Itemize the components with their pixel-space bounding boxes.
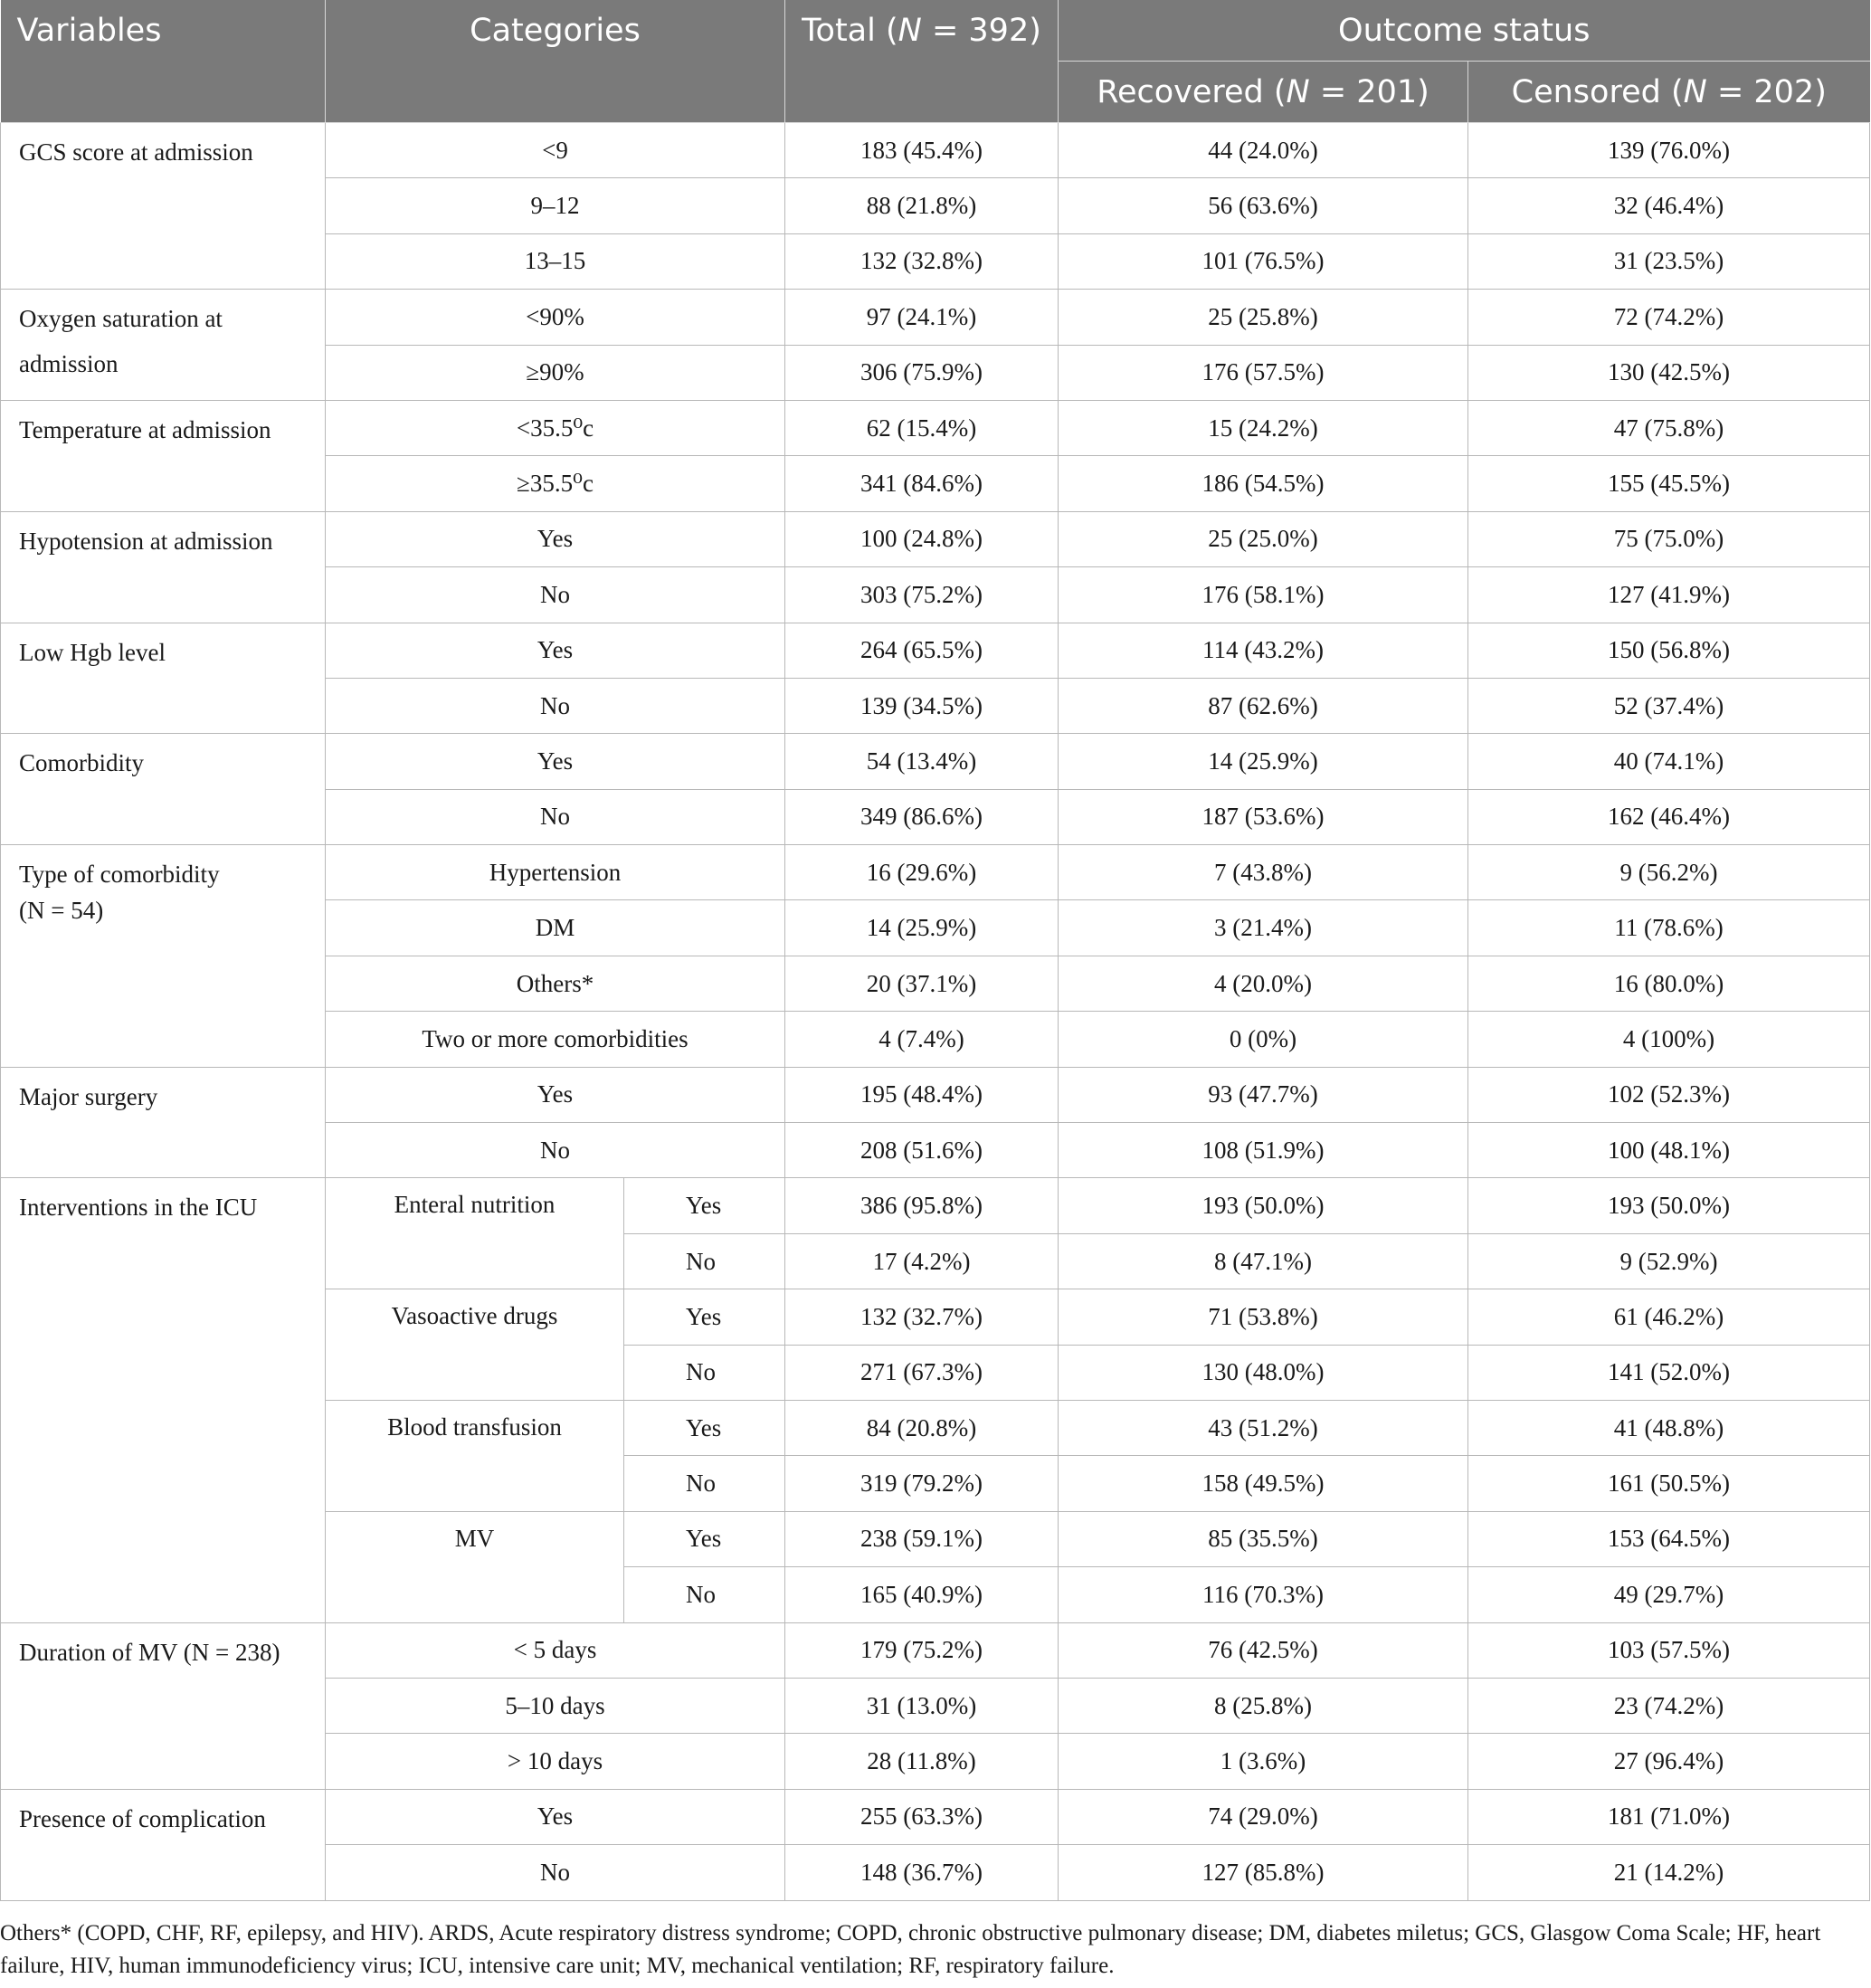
table-row [1,1067,1870,1122]
total-cell: 14 (25.9%) [785,900,1059,956]
category-cell: Yes [326,623,785,678]
recovered-cell: 193 (50.0%) [1059,1178,1468,1233]
censored-cell: 9 (52.9%) [1468,1233,1870,1289]
total-cell: 264 (65.5%) [785,623,1059,678]
answer-cell: Yes [624,1178,785,1233]
total-cell: 4 (7.4%) [785,1012,1059,1067]
variable-cell [1,400,326,511]
table-row [1,290,1870,345]
total-cell: 17 (4.2%) [785,1233,1059,1289]
total-cell: 31 (13.0%) [785,1678,1059,1733]
header-categories: Categories [326,0,785,123]
total-cell: 255 (63.3%) [785,1789,1059,1844]
variable-cell [1,845,326,1068]
recovered-cell: 187 (53.6%) [1059,789,1468,844]
recovered-cell: 114 (43.2%) [1059,623,1468,678]
censored-cell: 139 (76.0%) [1468,123,1870,178]
censored-cell: 153 (64.5%) [1468,1511,1870,1566]
censored-cell: 32 (46.4%) [1468,178,1870,233]
variable-label: Major surgery [19,1082,158,1110]
category-cell: No [326,1845,785,1900]
total-cell: 148 (36.7%) [785,1845,1059,1900]
total-cell: 132 (32.8%) [785,233,1059,289]
category-cell: 13–15 [326,233,785,289]
variable-label: Type of comorbidity [19,861,220,889]
recovered-cell: 8 (47.1%) [1059,1233,1468,1289]
recovered-cell: 186 (54.5%) [1059,456,1468,511]
censored-cell: 52 (37.4%) [1468,678,1870,733]
category-cell: ≥90% [326,345,785,400]
variable-label: Low Hgb level [19,638,166,666]
total-cell: 183 (45.4%) [785,123,1059,178]
recovered-cell: 108 (51.9%) [1059,1123,1468,1178]
total-cell: 88 (21.8%) [785,178,1059,233]
total-cell: 303 (75.2%) [785,567,1059,623]
total-cell: 139 (34.5%) [785,678,1059,733]
recovered-cell: 14 (25.9%) [1059,734,1468,789]
header-variables: Variables [1,0,326,123]
variable-cell [1,511,326,623]
table-row [1,845,1870,900]
censored-cell: 193 (50.0%) [1468,1178,1870,1233]
variable-label: Presence of complication [19,1804,266,1832]
censored-cell: 150 (56.8%) [1468,623,1870,678]
total-cell: 132 (32.7%) [785,1289,1059,1345]
variable-label: Interventions in the ICU [19,1194,258,1222]
total-cell: 165 (40.9%) [785,1567,1059,1622]
censored-cell: 16 (80.0%) [1468,956,1870,1011]
total-cell: 97 (24.1%) [785,290,1059,345]
variable-label: Oxygen saturation at admission [19,305,223,378]
total-cell: 306 (75.9%) [785,345,1059,400]
variable-cell [1,1622,326,1789]
recovered-cell: 56 (63.6%) [1059,178,1468,233]
recovered-cell: 1 (3.6%) [1059,1734,1468,1789]
category-cell: No [326,567,785,623]
table-row [1,400,1870,455]
variable-cell [1,734,326,845]
censored-cell: 40 (74.1%) [1468,734,1870,789]
recovered-cell: 85 (35.5%) [1059,1511,1468,1566]
category-cell: Hypertension [326,845,785,900]
total-cell: 62 (15.4%) [785,400,1059,455]
recovered-cell: 8 (25.8%) [1059,1678,1468,1733]
variable-cell [1,623,326,734]
category-cell: No [326,789,785,844]
variable-cell [1,123,326,290]
table-row [1,123,1870,178]
variable-label: Duration of MV (N = 238) [19,1638,280,1666]
recovered-cell: 7 (43.8%) [1059,845,1468,900]
total-cell: 16 (29.6%) [785,845,1059,900]
recovered-cell: 44 (24.0%) [1059,123,1468,178]
category-cell: <90% [326,290,785,345]
censored-cell: 23 (74.2%) [1468,1678,1870,1733]
total-cell: 341 (84.6%) [785,456,1059,511]
category-cell: <35.5⁰c [326,400,785,455]
recovered-cell: 0 (0%) [1059,1012,1468,1067]
category-cell: No [326,678,785,733]
variable-label: Temperature at admission [19,415,271,443]
category-cell: Yes [326,1789,785,1844]
answer-cell: Yes [624,1400,785,1455]
recovered-cell: 25 (25.8%) [1059,290,1468,345]
total-cell: 319 (79.2%) [785,1456,1059,1511]
header-recovered: Recovered (N = 201) [1059,62,1468,123]
category-cell: DM [326,900,785,956]
variable-label: Hypotension at admission [19,527,273,555]
recovered-cell: 101 (76.5%) [1059,233,1468,289]
recovered-cell: 43 (51.2%) [1059,1400,1468,1455]
variable-label: GCS score at admission [19,138,253,166]
category-cell: 9–12 [326,178,785,233]
censored-cell: 21 (14.2%) [1468,1845,1870,1900]
censored-cell: 27 (96.4%) [1468,1734,1870,1789]
header-censored: Censored (N = 202) [1468,62,1870,123]
table-footnote: Others* (COPD, CHF, RF, epilepsy, and HIV). ARDS, Acute respiratory distress syndrome; COPD, chronic obstructive pulmonary disease; DM, diabetes miletus; GCS, Glasgow Coma Scale; HF, heart failure, HIV, human immunodeficiency virus; ICU, intensive care unit; MV, mechanical ventilation; RF, respiratory failure. [0,1921,1821,1978]
total-cell: 271 (67.3%) [785,1345,1059,1400]
category-cell: < 5 days [326,1622,785,1678]
total-cell: 100 (24.8%) [785,511,1059,566]
censored-cell: 72 (74.2%) [1468,290,1870,345]
censored-cell: 61 (46.2%) [1468,1289,1870,1345]
total-cell: 179 (75.2%) [785,1622,1059,1678]
category-cell: 5–10 days [326,1678,785,1733]
recovered-cell: 3 (21.4%) [1059,900,1468,956]
recovered-cell: 76 (42.5%) [1059,1622,1468,1678]
total-cell: 84 (20.8%) [785,1400,1059,1455]
censored-cell: 102 (52.3%) [1468,1067,1870,1122]
answer-cell: No [624,1233,785,1289]
recovered-cell: 176 (57.5%) [1059,345,1468,400]
censored-cell: 41 (48.8%) [1468,1400,1870,1455]
recovered-cell: 116 (70.3%) [1059,1567,1468,1622]
recovered-cell: 15 (24.2%) [1059,400,1468,455]
censored-cell: 130 (42.5%) [1468,345,1870,400]
censored-cell: 11 (78.6%) [1468,900,1870,956]
censored-cell: 127 (41.9%) [1468,567,1870,623]
recovered-cell: 87 (62.6%) [1059,678,1468,733]
category-cell: > 10 days [326,1734,785,1789]
censored-cell: 155 (45.5%) [1468,456,1870,511]
recovered-cell: 158 (49.5%) [1059,1456,1468,1511]
category-cell: No [326,1123,785,1178]
category-cell: Others* [326,956,785,1011]
total-cell: 349 (86.6%) [785,789,1059,844]
header-outcome-status: Outcome status [1059,0,1870,62]
censored-cell: 181 (71.0%) [1468,1789,1870,1844]
total-cell: 386 (95.8%) [785,1178,1059,1233]
answer-cell: No [624,1567,785,1622]
recovered-cell: 93 (47.7%) [1059,1067,1468,1122]
table-row [1,1178,1870,1233]
censored-cell: 47 (75.8%) [1468,400,1870,455]
censored-cell: 161 (50.5%) [1468,1456,1870,1511]
censored-cell: 103 (57.5%) [1468,1622,1870,1678]
censored-cell: 75 (75.0%) [1468,511,1870,566]
variable-cell [1,1178,326,1622]
table-row [1,1789,1870,1844]
recovered-cell: 74 (29.0%) [1059,1789,1468,1844]
intervention-name-cell: Vasoactive drugs [326,1289,624,1401]
total-cell: 28 (11.8%) [785,1734,1059,1789]
answer-cell: Yes [624,1289,785,1345]
category-cell: Yes [326,734,785,789]
recovered-cell: 71 (53.8%) [1059,1289,1468,1345]
answer-cell: No [624,1345,785,1400]
category-cell: Two or more comorbidities [326,1012,785,1067]
recovered-cell: 25 (25.0%) [1059,511,1468,566]
intervention-name-cell: MV [326,1511,624,1622]
variable-sublabel: (N = 54) [19,897,104,925]
category-cell: Yes [326,511,785,566]
table-body [1,123,1870,1901]
censored-cell: 141 (52.0%) [1468,1345,1870,1400]
variable-label: Comorbidity [19,749,145,777]
answer-cell: Yes [624,1511,785,1566]
variable-cell [1,1067,326,1178]
censored-cell: 100 (48.1%) [1468,1123,1870,1178]
table-row [1,511,1870,566]
censored-cell: 49 (29.7%) [1468,1567,1870,1622]
recovered-cell: 130 (48.0%) [1059,1345,1468,1400]
category-cell: Yes [326,1067,785,1122]
recovered-cell: 176 (58.1%) [1059,567,1468,623]
category-cell: ≥35.5⁰c [326,456,785,511]
censored-cell: 4 (100%) [1468,1012,1870,1067]
table-row [1,623,1870,678]
table-row [1,1622,1870,1678]
table-row [1,734,1870,789]
recovered-cell: 4 (20.0%) [1059,956,1468,1011]
header-total: Total (N = 392) [785,0,1059,123]
intervention-name-cell: Enteral nutrition [326,1178,624,1289]
variable-cell [1,290,326,401]
category-cell: <9 [326,123,785,178]
total-cell: 20 (37.1%) [785,956,1059,1011]
censored-cell: 9 (56.2%) [1468,845,1870,900]
recovered-cell: 127 (85.8%) [1059,1845,1468,1900]
variable-cell [1,1789,326,1900]
total-cell: 208 (51.6%) [785,1123,1059,1178]
total-cell: 238 (59.1%) [785,1511,1059,1566]
censored-cell: 31 (23.5%) [1468,233,1870,289]
censored-cell: 162 (46.4%) [1468,789,1870,844]
total-cell: 54 (13.4%) [785,734,1059,789]
total-cell: 195 (48.4%) [785,1067,1059,1122]
answer-cell: No [624,1456,785,1511]
intervention-name-cell: Blood transfusion [326,1400,624,1511]
